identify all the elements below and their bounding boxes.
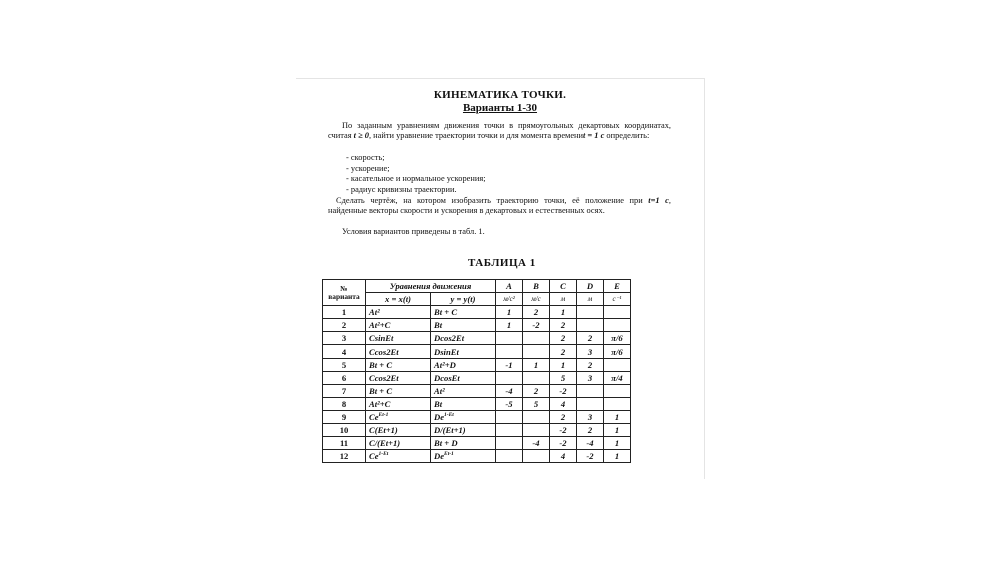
cell-D [577,384,604,397]
cell-C: 2 [550,319,577,332]
cell-y-equation: Bt [431,319,496,332]
cell-A: 1 [496,306,523,319]
cell-x-equation: At²+C [366,397,431,410]
unit-E: с⁻¹ [604,293,631,306]
document-page [296,78,705,479]
cell-variant-number: 3 [323,332,366,345]
cell-x-equation: At²+C [366,319,431,332]
cell-D: 2 [577,424,604,437]
cell-E [604,358,631,371]
cell-A: 1 [496,319,523,332]
task-item: - радиус кривизны траектории. [346,185,666,196]
table-row [323,306,631,319]
cell-y-equation: D/(Et+1) [431,424,496,437]
cell-E: 1 [604,437,631,450]
header-B: B [523,280,550,293]
table-row [323,397,631,410]
table-row [323,319,631,332]
cell-A: -4 [496,384,523,397]
cell-variant-number: 5 [323,358,366,371]
cell-C: 1 [550,358,577,371]
table-row [323,424,631,437]
cell-y-equation: Bt [431,397,496,410]
table-row [323,332,631,345]
cell-y-equation: At² [431,384,496,397]
header-equations: Уравнения движения [366,280,496,293]
table-row [323,450,631,463]
document-title: КИНЕМАТИКА ТОЧКИ. [433,89,567,101]
cell-A [496,437,523,450]
cell-B [523,410,550,423]
cell-A [496,332,523,345]
conditions-note: Условия вариантов приведены в табл. 1. [342,227,485,236]
cell-D: 3 [577,371,604,384]
cell-D: 2 [577,358,604,371]
table-subheader-row [323,293,631,306]
cell-A [496,424,523,437]
cell-B: 5 [523,397,550,410]
cell-C: -2 [550,437,577,450]
intro-condition-1: t ≥ 0 [353,131,369,141]
cell-E: 1 [604,450,631,463]
cell-x-equation: $Ce^{1-Et}$ [366,450,431,463]
cell-B [523,424,550,437]
cell-x-equation: At² [366,306,431,319]
variants-table [322,279,631,463]
cell-E [604,397,631,410]
cell-D: 3 [577,410,604,423]
cell-C: -2 [550,384,577,397]
intro-paragraph [328,121,671,142]
cell-variant-number: 8 [323,397,366,410]
cell-D: 2 [577,332,604,345]
document-subtitle: Варианты 1-30 [462,102,538,114]
cell-y-equation: DcosEt [431,371,496,384]
cell-C: 2 [550,332,577,345]
cell-E: π/6 [604,332,631,345]
cell-variant-number: 10 [323,424,366,437]
cell-variant-number: 9 [323,410,366,423]
header-A: A [496,280,523,293]
cell-y-equation: DsinEt [431,345,496,358]
drawing-condition: t=1 с [648,196,669,205]
cell-C: 2 [550,410,577,423]
cell-C: 2 [550,345,577,358]
table-row [323,437,631,450]
header-variant-number: № варианта [323,280,366,306]
cell-B [523,450,550,463]
cell-x-equation: $Ce^{Et-1}$ [366,410,431,423]
task-item: - ускорение; [346,164,666,175]
drawing-paragraph [328,196,671,216]
cell-x-equation: CsinEt [366,332,431,345]
cell-B: 2 [523,306,550,319]
drawing-text-2: , найденные векторы скорости и ускорения в декартовых и естественных осях. [328,196,671,216]
cell-variant-number: 2 [323,319,366,332]
cell-D: -4 [577,437,604,450]
table-title: ТАБЛИЦА 1 [468,257,536,269]
cell-B [523,345,550,358]
cell-y-equation: At²+D [431,358,496,371]
cell-y-equation: Bt + D [431,437,496,450]
cell-B: -4 [523,437,550,450]
cell-B [523,332,550,345]
cell-A [496,410,523,423]
cell-variant-number: 4 [323,345,366,358]
intro-condition-2: t = 1 с [583,131,605,141]
cell-variant-number: 7 [323,384,366,397]
cell-x-equation: C(Et+1) [366,424,431,437]
header-y: y = y(t) [431,293,496,306]
cell-x-equation: Bt + C [366,358,431,371]
cell-y-equation: Dcos2Et [431,332,496,345]
cell-variant-number: 11 [323,437,366,450]
cell-A: -5 [496,397,523,410]
cell-B: -2 [523,319,550,332]
task-list [346,153,666,195]
cell-D: 3 [577,345,604,358]
cell-x-equation: Ccos2Et [366,345,431,358]
cell-E [604,384,631,397]
cell-variant-number: 1 [323,306,366,319]
cell-A: -1 [496,358,523,371]
unit-B: м/с [523,293,550,306]
cell-D [577,306,604,319]
cell-A [496,450,523,463]
cell-A [496,345,523,358]
table-row [323,345,631,358]
cell-E: π/6 [604,345,631,358]
cell-C: 1 [550,306,577,319]
header-D: D [577,280,604,293]
cell-B: 2 [523,384,550,397]
cell-y-equation: $De^{1-Et}$ [431,410,496,423]
cell-E [604,319,631,332]
cell-D: -2 [577,450,604,463]
cell-C: 4 [550,450,577,463]
cell-B: 1 [523,358,550,371]
cell-x-equation: C/(Et+1) [366,437,431,450]
table-row [323,410,631,423]
cell-E: π/4 [604,371,631,384]
intro-text-2: , найти уравнение траектории точки и для момента времени [368,131,584,141]
cell-E [604,306,631,319]
table-row [323,358,631,371]
unit-A: м/с² [496,293,523,306]
cell-y-equation: Bt + C [431,306,496,319]
table-row [323,371,631,384]
cell-E: 1 [604,410,631,423]
header-C: C [550,280,577,293]
table-header-row [323,280,631,293]
cell-B [523,371,550,384]
table-body [323,306,631,463]
unit-D: м [577,293,604,306]
cell-x-equation: Bt + C [366,384,431,397]
cell-E: 1 [604,424,631,437]
drawing-text-1: Сделать чертёж, на котором изобразить траекторию точки, её положение при [336,196,649,205]
cell-C: 4 [550,397,577,410]
task-item: - скорость; [346,153,666,164]
cell-A [496,371,523,384]
cell-x-equation: Ccos2Et [366,371,431,384]
cell-y-equation: $De^{Et-1}$ [431,450,496,463]
table-row [323,384,631,397]
intro-text-1: По заданным уравнениям движения точки в прямоугольных декартовых координатах, считая [328,121,671,141]
cell-D [577,319,604,332]
unit-C: м [550,293,577,306]
cell-D [577,397,604,410]
cell-C: 5 [550,371,577,384]
cell-C: -2 [550,424,577,437]
cell-variant-number: 12 [323,450,366,463]
intro-text-3: определить: [604,131,650,141]
task-item: - касательное и нормальное ускорения; [346,174,666,185]
cell-variant-number: 6 [323,371,366,384]
header-x: x = x(t) [366,293,431,306]
header-E: E [604,280,631,293]
